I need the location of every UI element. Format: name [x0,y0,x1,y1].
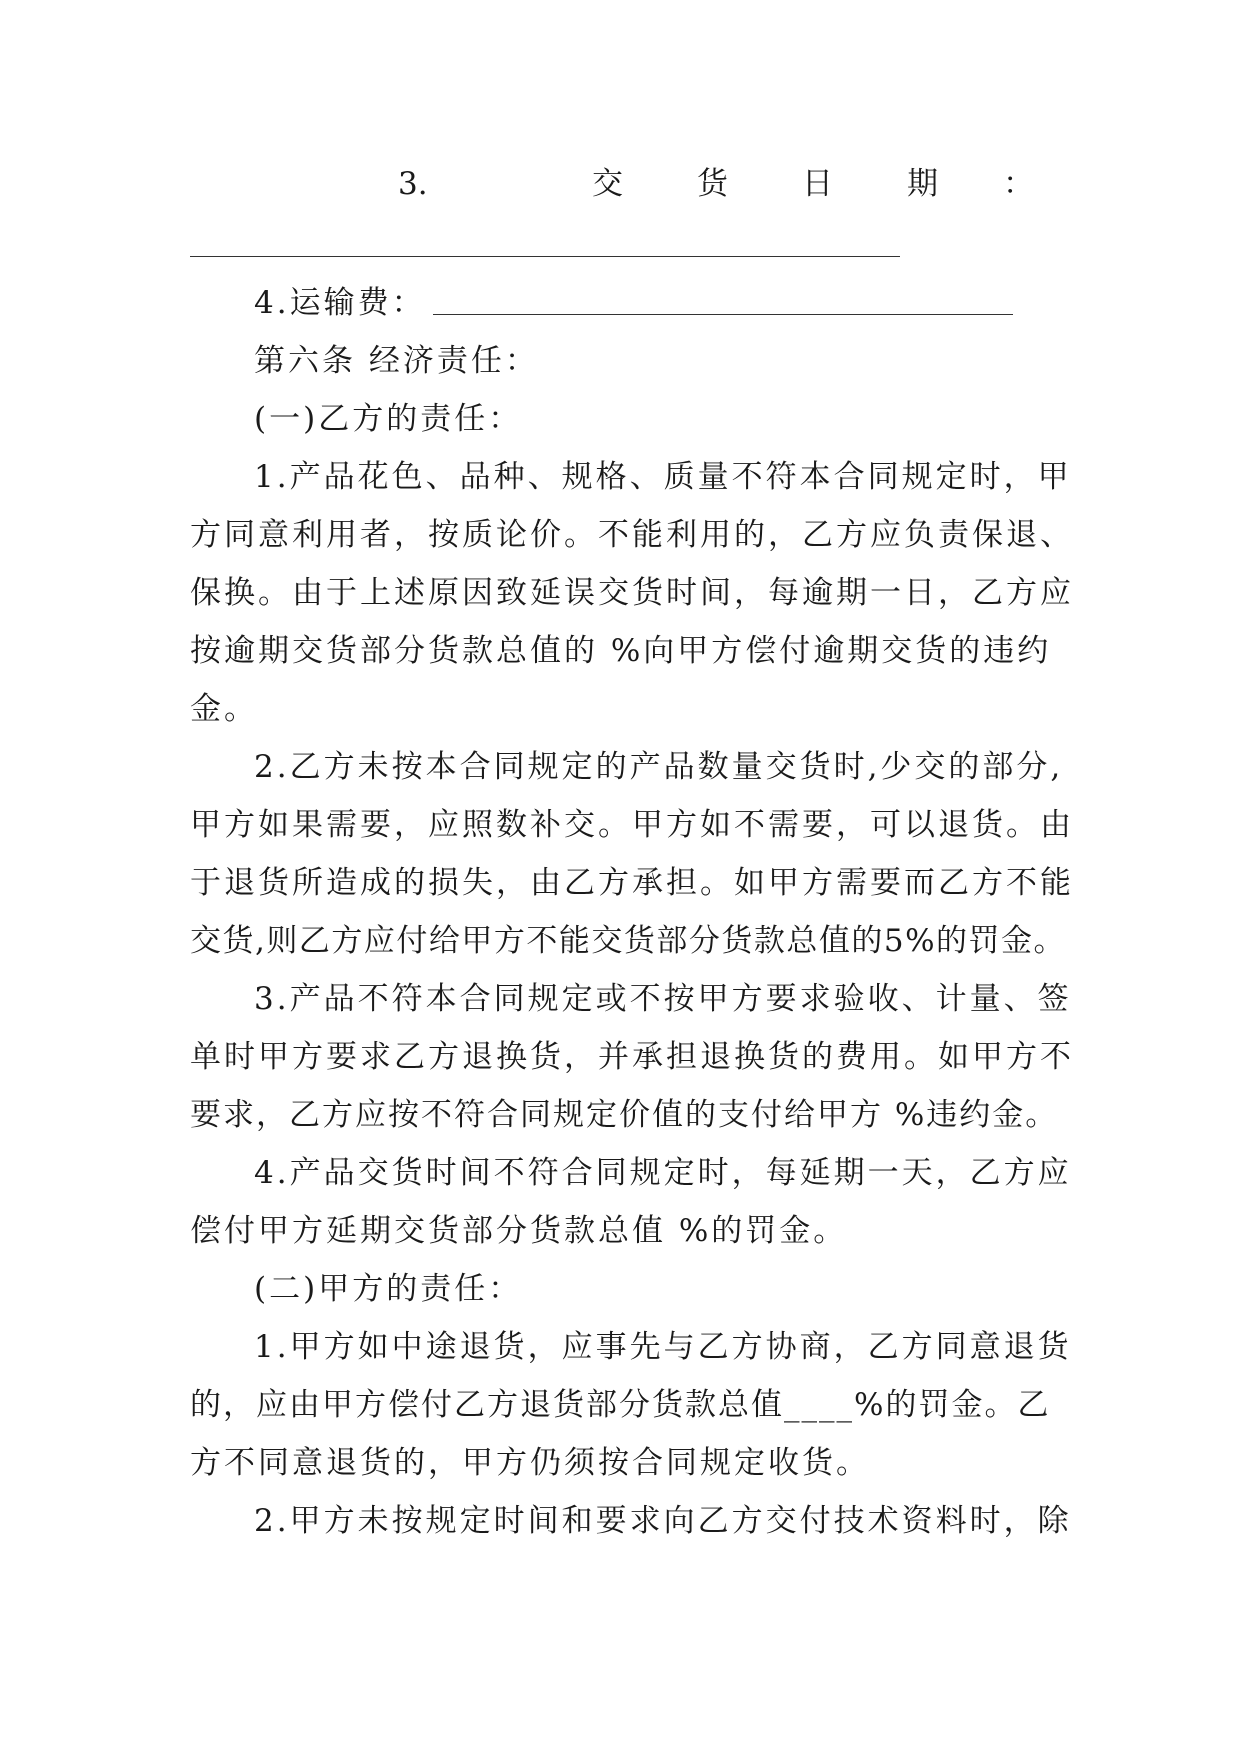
paragraph-line: 金。 [190,691,258,727]
paragraph-line: 偿付甲方延期交货部分货款总值 %的罚金。 [190,1213,848,1249]
paragraph-line: 4.运输费： [254,285,426,321]
paragraph-line: 要求，乙方应按不符合同规定价值的支付给甲方 %违约金。 [190,1097,1059,1133]
paragraph-line: 甲方如果需要，应照数补交。甲方如不需要，可以退货。由 [190,807,1074,843]
delivery-date-blank-line [190,256,900,257]
delivery-date-char: 货 [697,166,728,202]
delivery-date-char: 日 [802,166,833,202]
paragraph-line: 按逾期交货部分货款总值的 %向甲方偿付逾期交货的违约 [190,633,1052,669]
paragraph-line: 方不同意退货的，甲方仍须按合同规定收货。 [190,1445,870,1481]
section-heading: 第六条 经济责任： [254,343,539,379]
paragraph-line: 4.产品交货时间不符合同规定时，每延期一天，乙方应 [254,1155,1072,1191]
paragraph-line: 单时甲方要求乙方退换货，并承担退换货的费用。如甲方不 [190,1039,1074,1075]
subsection-heading: (一)乙方的责任： [254,401,523,437]
paragraph-line: 方同意利用者，按质论价。不能利用的，乙方应负责保退、 [190,517,1074,553]
paragraph-line: 1.产品花色、品种、规格、质量不符本合同规定时，甲 [254,459,1072,495]
delivery-date-char: 期 [907,166,938,202]
paragraph-line: 2.乙方未按本合同规定的产品数量交货时,少交的部分, [254,749,1064,785]
delivery-date-number: 3. [398,166,428,202]
paragraph-line: 1.甲方如中途退货，应事先与乙方协商，乙方同意退货 [254,1329,1072,1365]
paragraph-line: 的，应由甲方偿付乙方退货部分货款总值____%的罚金。乙 [190,1387,1051,1423]
paragraph-line: 2.甲方未按规定时间和要求向乙方交付技术资料时，除 [254,1503,1072,1539]
delivery-date-char: 交 [592,166,623,202]
delivery-date-colon: ： [1003,166,1034,202]
paragraph-line: 保换。由于上述原因致延误交货时间，每逾期一日，乙方应 [190,575,1074,611]
freight-blank-line [433,314,1013,315]
paragraph-line: 3.产品不符本合同规定或不按甲方要求验收、计量、签 [254,981,1072,1017]
subsection-heading: (二)甲方的责任： [254,1271,523,1307]
paragraph-line: 于退货所造成的损失，由乙方承担。如甲方需要而乙方不能 [190,865,1074,901]
paragraph-line: 交货,则乙方应付给甲方不能交货部分货款总值的5%的罚金。 [190,923,1067,959]
